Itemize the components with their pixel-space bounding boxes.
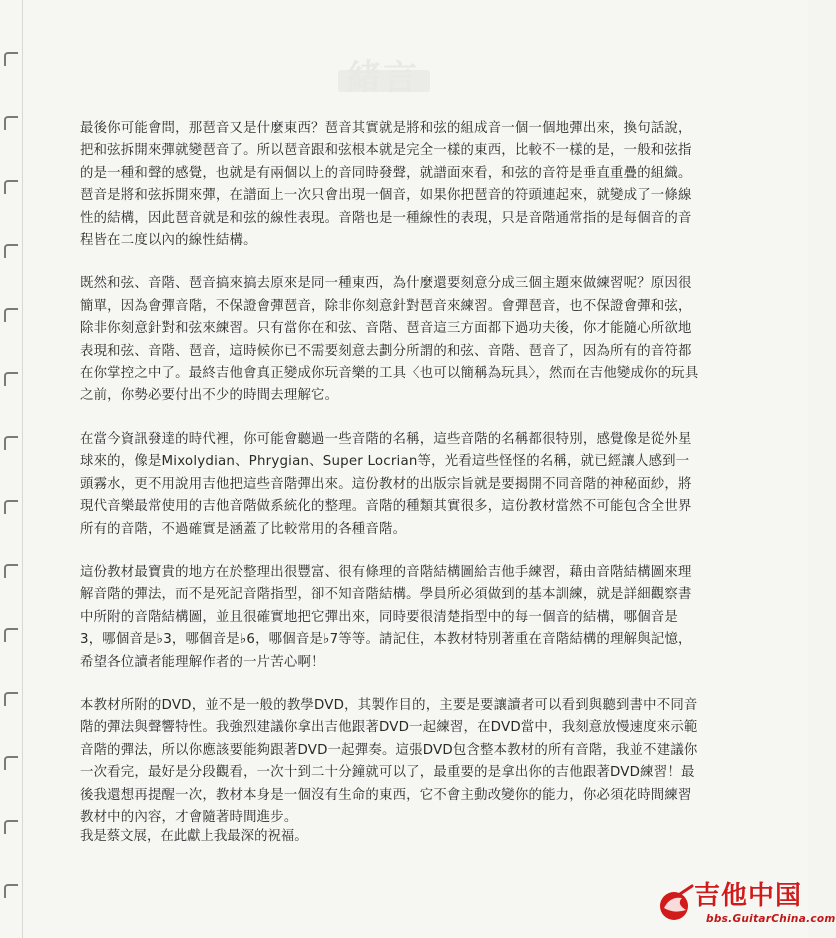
binder-tick <box>4 884 18 898</box>
binder-tick <box>4 372 18 386</box>
binder-tick <box>4 436 18 450</box>
guitar-logo-icon <box>656 884 696 924</box>
paragraph-5: 本教材所附的DVD，並不是一般的教學DVD，其製作目的，主要是要讓讀者可以看到與聽到書中不同音階的彈法與聲響特性。我強烈建議你拿出吉他跟著DVD一起練習，在DVD當中，我刻意放慢速度來示範音階的彈法，所以你應該要能夠跟著DVD一起彈奏。這張DVD包含整本教材的所有音階，我並不建議你一次看完，最好是分段觀看，一次十到二十分鐘就可以了，最重要的是拿出你的吉他跟著DVD練習！最後我還想再提醒一次，教材本身是一個沒有生命的東西，它不會主動改變你的能力，你必須花時間練習教材中的內容，才會隨著時間進步。 <box>80 697 698 825</box>
binder-tick <box>4 244 18 258</box>
closing-line: 我是蔡文展，在此獻上我最深的祝福。 <box>80 829 308 844</box>
paragraph-3: 在當今資訊發達的時代裡，你可能會聽過一些音階的名稱，這些音階的名稱都很特別，感覺像是從外星球來的，像是Mixolydian、Phrygian、Super Locrian等，光看這些怪怪的名稱，就已經讓人感到一頭霧水，更不用說用吉他把這些音階彈出來。這份教材的出版宗旨就是要揭開不同音階的神秘面紗，將現代音樂最常使用的吉他音階做系統化的整理。音階的種類其實很多，這份教材當然不可能包含全世界所有的音階，不過確實是涵蓋了比較常用的各種音階。 <box>80 431 692 537</box>
binder-tick <box>4 52 18 66</box>
binder-tick <box>4 692 18 706</box>
binder-tick <box>4 564 18 578</box>
body-text <box>80 118 700 850</box>
binder-margin <box>0 0 23 938</box>
binder-tick <box>4 628 18 642</box>
binder-tick <box>4 500 18 514</box>
paragraph-1: 最後你可能會問，那琶音又是什麼東西？琶音其實就是將和弦的組成音一個一個地彈出來，換句話說，把和弦拆開來彈就變琶音了。所以琶音跟和弦根本就是完全一樣的東西，比較不一樣的是，一般和弦指的是一種和聲的感覺，也就是有兩個以上的音同時發聲，就譜面來看，和弦的音符是垂直重疊的組織。琶音是將和弦拆開來彈，在譜面上一次只會出現一個音，如果你把琶音的符頭連起來，就變成了一條線性的結構，因此琶音就是和弦的線性表現。音階也是一種線性的表現，只是音階通常指的是每個音的音程皆在二度以內的線性結構。 <box>80 121 692 249</box>
paragraph-2: 既然和弦、音階、琶音搞來搞去原來是同一種東西，為什麼還要刻意分成三個主題來做練習呢？原因很簡單，因為會彈音階，不保證會彈琶音，除非你刻意針對琶音來練習。會彈琶音，也不保證會彈和弦，除非你刻意針對和弦來練習。只有當你在和弦、音階、琶音這三方面都下過功夫後，你才能隨心所欲地表現和弦、音階、琶音，這時候你已不需要刻意去劃分所謂的和弦、音階、琶音了，因為所有的音符都在你掌控之中了。最終吉他會真正變成你玩音樂的工具〈也可以簡稱為玩具〉，然而在吉他變成你的玩具之前，你勢必要付出不少的時間去理解它。 <box>80 276 699 404</box>
binder-tick <box>4 180 18 194</box>
binder-tick <box>4 820 18 834</box>
binder-tick <box>4 756 18 770</box>
watermark-name: 吉他中国 <box>694 881 803 911</box>
paragraph-4: 這份教材最寶貴的地方在於整理出很豐富、很有條理的音階結構圖給吉他手練習，藉由音階結構圖來理解音階的彈法，而不是死記音階指型，卻不知音階結構。學員所必須做到的基本訓練，就是詳細觀察書中所附的音階結構圖，並且很確實地把它彈出來，同時要很清楚指型中的每一個音的結構，哪個音是3，哪個音是♭3，哪個音是♭6，哪個音是♭7等等。請記住，本教材特別著重在音階結構的理解與記憶，希望各位讀者能理解作者的一片苦心啊！ <box>80 564 692 670</box>
ghost-heading: 緒言 <box>347 58 419 98</box>
binder-tick <box>4 308 18 322</box>
watermark-url: bbs.GuitarChina.com <box>706 913 836 925</box>
binder-tick <box>4 116 18 130</box>
watermark-logo <box>656 880 836 932</box>
